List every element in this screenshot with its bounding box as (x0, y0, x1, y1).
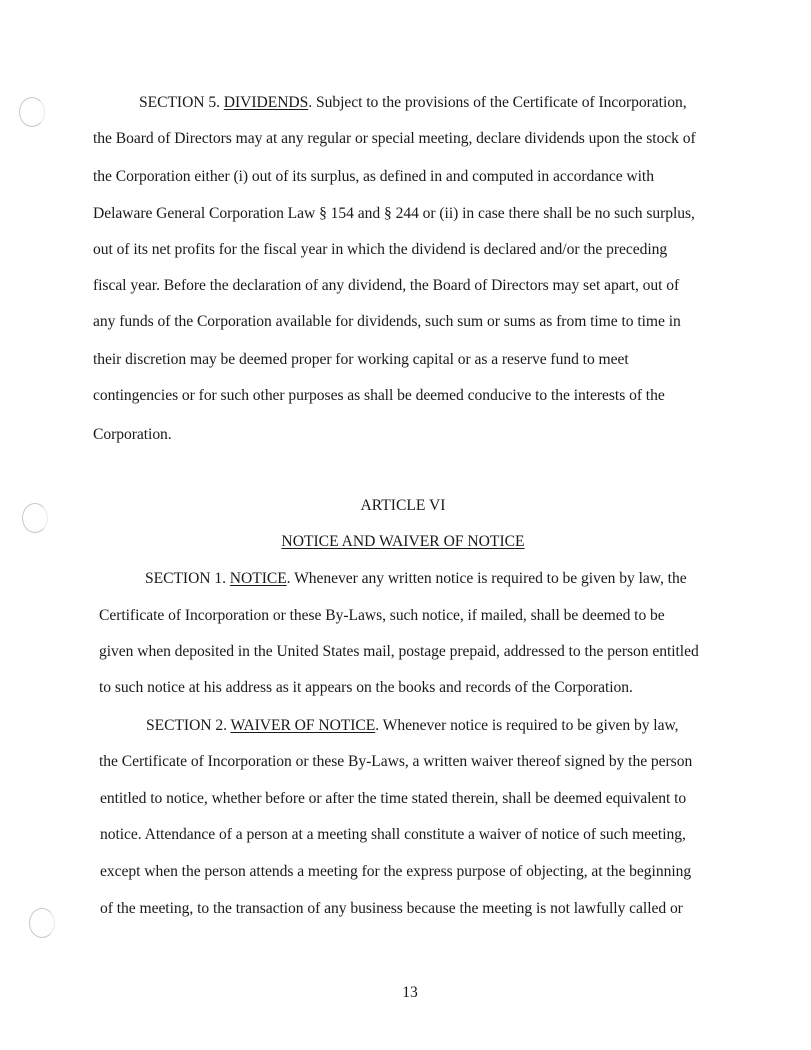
section-5-line-7: any funds of the Corporation available for dividends, such sum or sums as from time to time in (93, 313, 681, 330)
article-title: NOTICE AND WAIVER OF NOTICE (281, 533, 525, 550)
section-5-line-1: SECTION 5. DIVIDENDS. Subject to the provisions of the Certificate of Incorporation, (139, 94, 687, 111)
section-5-line-2: the Board of Directors may at any regular or special meeting, declare dividends upon the stock of (93, 130, 696, 147)
section-2-line-3: entitled to notice, whether before or after the time stated therein, shall be deemed equivalent to (100, 790, 687, 807)
section-5-line-10: Corporation. (93, 426, 172, 443)
section-5-heading: SECTION 5. (139, 94, 224, 111)
section-1-line-4: to such notice at his address as it appears on the books and records of the Corporation. (99, 679, 633, 696)
section-1-line-3: given when deposited in the United States mail, postage prepaid, addressed to the person entitled (99, 643, 699, 660)
article-number: ARTICLE VI (360, 497, 446, 514)
section-2-line-4: notice. Attendance of a person at a meeting shall constitute a waiver of notice of such meeting, (100, 826, 686, 843)
section-1-line-1: SECTION 1. NOTICE. Whenever any written notice is required to be given by law, the (145, 570, 687, 587)
hole-punch-middle (22, 503, 48, 533)
section-5-title: DIVIDENDS (223, 94, 309, 111)
section-2-heading: SECTION 2. (146, 717, 231, 734)
section-1-title: NOTICE (229, 570, 287, 587)
section-2-title: WAIVER OF NOTICE (230, 717, 376, 734)
hole-punch-top (19, 97, 45, 127)
section-5-line-8: their discretion may be deemed proper for working capital or as a reserve fund to meet (93, 351, 629, 368)
section-2-line-2: the Certificate of Incorporation or these By-Laws, a written waiver thereof signed by the person (99, 753, 693, 770)
section-2-line-5: except when the person attends a meeting for the express purpose of objecting, at the beginning (100, 863, 692, 880)
hole-punch-bottom (29, 908, 55, 938)
section-1-heading: SECTION 1. (145, 570, 230, 587)
section-5-line-6: fiscal year. Before the declaration of any dividend, the Board of Directors may set apart, out of (93, 277, 680, 294)
section-5-line-5: out of its net profits for the fiscal year in which the dividend is declared and/or the preceding (93, 241, 668, 258)
section-2-line-1: SECTION 2. WAIVER OF NOTICE. Whenever notice is required to be given by law, (146, 717, 679, 734)
section-5-line-3: the Corporation either (i) out of its surplus, as defined in and computed in accordance with (93, 168, 654, 185)
section-5-line-4: Delaware General Corporation Law § 154 and § 244 or (ii) in case there shall be no such surplus, (93, 205, 695, 222)
section-5-line-9: contingencies or for such other purposes as shall be deemed conducive to the interests of the (93, 387, 665, 404)
section-1-line-2: Certificate of Incorporation or these By-Laws, such notice, if mailed, shall be deemed to be (99, 607, 665, 624)
page-number: 13 (402, 984, 418, 1001)
section-2-line-6: of the meeting, to the transaction of any business because the meeting is not lawfully called or (100, 900, 683, 917)
